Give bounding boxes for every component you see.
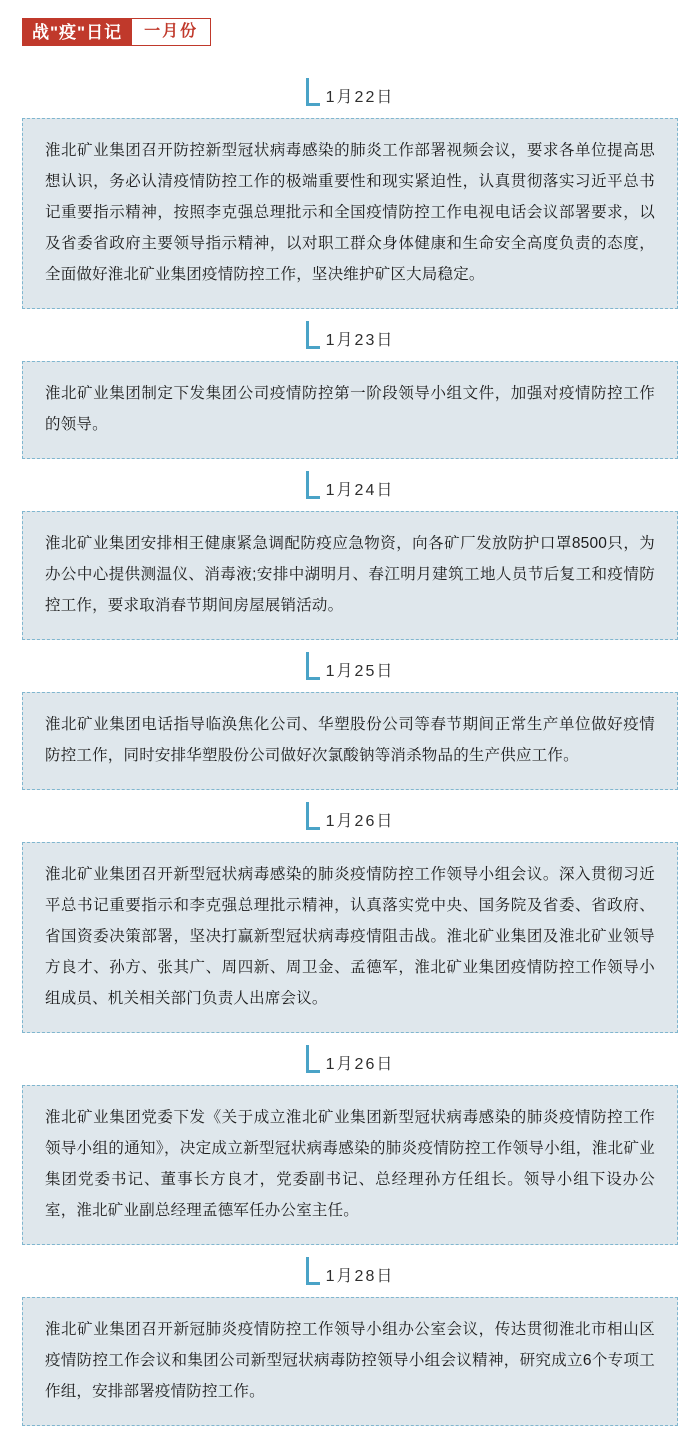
diary-entry [22, 315, 678, 459]
entry-card [22, 118, 678, 309]
entry-date [306, 1259, 395, 1287]
header-month-badge: 一月份 [132, 18, 211, 46]
entry-card [22, 1297, 678, 1426]
diary-entry [22, 1251, 678, 1426]
entry-card [22, 361, 678, 459]
entry-date [306, 1047, 395, 1075]
bracket-corner-icon [306, 1257, 320, 1285]
bracket-corner-icon [306, 471, 320, 499]
bracket-corner-icon [306, 802, 320, 830]
entry-card [22, 1085, 678, 1245]
entry-body-text: 淮北矿业集团召开新型冠状病毒感染的肺炎疫情防控工作领导小组会议。深入贯彻习近平总书记重要指示和李克强总理批示精神，认真落实党中央、国务院及省委、省政府、省国资委决策部署，坚决打赢新型冠状病毒疫情阻击战。淮北矿业集团及淮北矿业领导方良才、孙方、张其广、周四新、周卫金、孟德军，淮北矿业集团疫情防控工作领导小组成员、机关相关部门负责人出席会议。 [45, 866, 655, 1007]
bracket-corner-icon [306, 321, 320, 349]
entry-body-text: 淮北矿业集团召开防控新型冠状病毒感染的肺炎工作部署视频会议，要求各单位提高思想认识，务必认清疫情防控工作的极端重要性和现实紧迫性，认真贯彻落实习近平总书记重要指示精神，按照李克强总理批示和全国疫情防控工作电视电话会议部署要求，以及省委省政府主要领导指示精神，以对职工群众身体健康和生命安全高度负责的态度，全面做好淮北矿业集团疫情防控工作，坚决维护矿区大局稳定。 [45, 142, 655, 283]
diary-entry [22, 465, 678, 640]
entry-body-text: 淮北矿业集团制定下发集团公司疫情防控第一阶段领导小组文件，加强对疫情防控工作的领导。 [45, 385, 655, 433]
entry-body-text: 淮北矿业集团安排相王健康紧急调配防疫应急物资，向各矿厂发放防护口罩8500只，为办公中心提供测温仪、消毒液;安排中湖明月、春江明月建筑工地人员节后复工和疫情防控工作，要求取消春节期间房屋展销活动。 [45, 535, 655, 614]
header-title: 战"疫"日记 [22, 18, 132, 46]
diary-entry [22, 72, 678, 309]
entry-card [22, 842, 678, 1033]
entry-card [22, 692, 678, 790]
diary-entry [22, 646, 678, 790]
entry-date [306, 473, 395, 501]
bracket-corner-icon [306, 1045, 320, 1073]
diary-entry [22, 1039, 678, 1245]
bracket-corner-icon [306, 652, 320, 680]
entry-card [22, 511, 678, 640]
entry-date [306, 323, 395, 351]
entry-body-text: 淮北矿业集团召开新冠肺炎疫情防控工作领导小组办公室会议，传达贯彻淮北市相山区疫情防控工作会议和集团公司新型冠状病毒防控领导小组会议精神，研究成立6个专项工作组，安排部署疫情防控工作。 [45, 1321, 655, 1400]
entry-date-label: 1月22日 [325, 89, 395, 106]
entry-date-label: 1月28日 [325, 1268, 395, 1285]
diary-entry [22, 796, 678, 1033]
entry-date-label: 1月26日 [325, 1056, 395, 1073]
entry-date-label: 1月24日 [325, 482, 395, 499]
entry-date [306, 654, 395, 682]
entry-date-label: 1月23日 [325, 332, 395, 349]
diary-entry-list [22, 72, 678, 1432]
entry-date [306, 804, 395, 832]
bracket-corner-icon [306, 78, 320, 106]
entry-body-text: 淮北矿业集团党委下发《关于成立淮北矿业集团新型冠状病毒感染的肺炎疫情防控工作领导小组的通知》，决定成立新型冠状病毒感染的肺炎疫情防控工作领导小组，淮北矿业集团党委书记、董事长方良才，党委副书记、总经理孙方任组长。领导小组下设办公室，淮北矿业副总经理孟德军任办公室主任。 [45, 1109, 655, 1219]
entry-body-text: 淮北矿业集团电话指导临涣焦化公司、华塑股份公司等春节期间正常生产单位做好疫情防控工作，同时安排华塑股份公司做好次氯酸钠等消杀物品的生产供应工作。 [45, 716, 655, 764]
entry-date [306, 80, 395, 108]
entry-date-label: 1月26日 [325, 813, 395, 830]
header [22, 18, 678, 46]
entry-date-label: 1月25日 [325, 663, 395, 680]
